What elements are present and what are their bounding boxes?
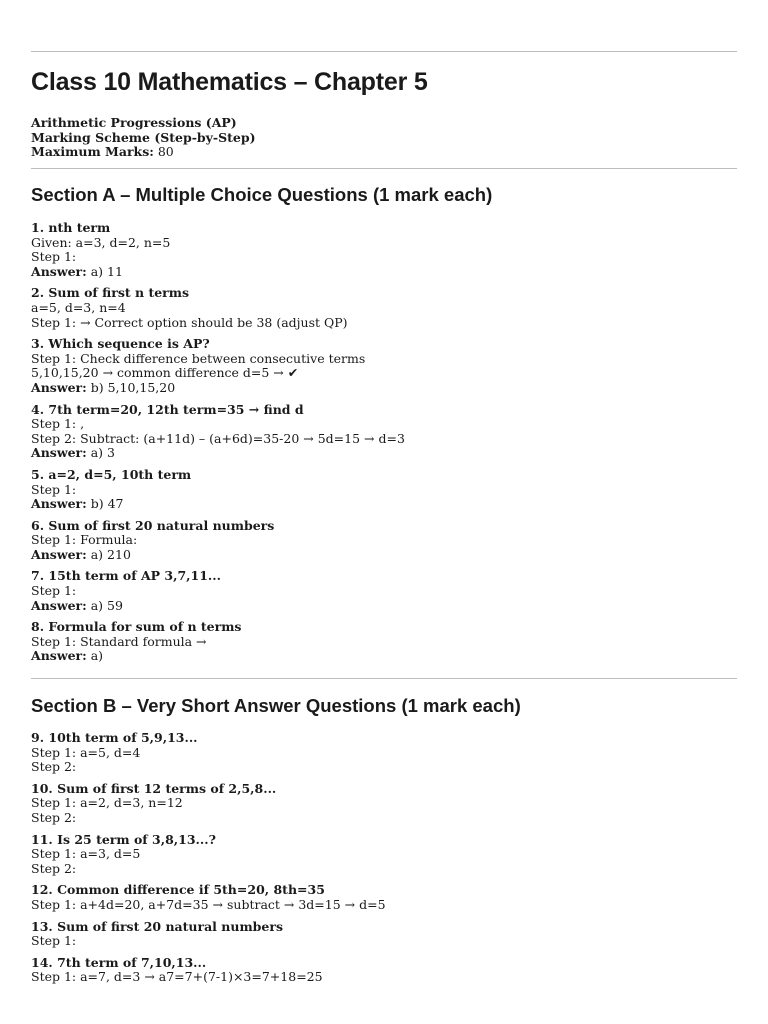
answer-value: b) 5,10,15,20	[90, 379, 176, 395]
question-line: Step 1: a=2, d=3, n=12	[31, 795, 183, 811]
answer-line	[31, 548, 737, 563]
question-title: 6. Sum of first 20 natural numbers	[31, 517, 275, 533]
question-title: 3. Which sequence is AP?	[31, 336, 210, 352]
answer-line	[31, 497, 737, 512]
answer-value: b) 47	[90, 496, 124, 512]
answer-label: Answer:	[31, 445, 87, 461]
answer-value: a) 11	[90, 263, 123, 279]
question-8	[31, 620, 737, 664]
section-b-title: Section B – Very Short Answer Questions (1 mark each)	[31, 695, 521, 716]
max-marks-value: 80	[157, 144, 174, 160]
question-1	[31, 221, 737, 279]
answer-line	[31, 649, 737, 664]
answer-label: Answer:	[31, 496, 87, 512]
answer-value: a) 210	[90, 546, 131, 562]
question-13	[31, 920, 737, 949]
question-title: 13. Sum of first 20 natural numbers	[31, 918, 283, 934]
question-line: Step 1:	[31, 481, 77, 497]
question-9	[31, 731, 737, 775]
question-title: 12. Common difference if 5th=20, 8th=35	[31, 882, 325, 898]
question-title: 7. 15th term of AP 3,7,11...	[31, 568, 221, 584]
question-line: Step 1: a=3, d=5	[31, 846, 141, 862]
question-line: a=5, d=3, n=4	[31, 299, 126, 315]
max-marks-label: Maximum Marks:	[31, 144, 154, 160]
answer-line	[31, 446, 737, 461]
subtitle-topic: Arithmetic Progressions (AP)	[31, 115, 237, 130]
question-11	[31, 833, 737, 877]
question-title: 5. a=2, d=5, 10th term	[31, 466, 192, 482]
question-4	[31, 403, 737, 461]
subtitle-scheme: Marking Scheme (Step-by-Step)	[31, 129, 256, 145]
answer-value: a) 59	[90, 597, 123, 613]
question-title: 1. nth term	[31, 220, 111, 235]
question-line: Step 1: ,	[31, 416, 85, 432]
section-a-questions	[31, 221, 737, 671]
section-a-title: Section A – Multiple Choice Questions (1 mark each)	[31, 184, 493, 205]
question-line: Step 1: Formula:	[31, 532, 138, 548]
question-title: 2. Sum of first n terms	[31, 285, 190, 301]
question-line: Step 2:	[31, 759, 77, 775]
answer-label: Answer:	[31, 597, 87, 613]
question-title: 14. 7th term of 7,10,13...	[31, 954, 207, 970]
question-line: 5,10,15,20 → common difference d=5 → ✔	[31, 365, 299, 381]
question-line: Given: a=3, d=2, n=5	[31, 234, 171, 250]
answer-label: Answer:	[31, 379, 87, 395]
answer-label: Answer:	[31, 263, 87, 279]
question-5	[31, 468, 737, 512]
answer-value: a)	[90, 648, 104, 664]
answer-line	[31, 599, 737, 614]
question-14	[31, 956, 737, 985]
document-meta	[31, 116, 256, 160]
answer-line	[31, 381, 737, 396]
section-b-questions	[31, 731, 737, 992]
answer-line	[31, 265, 737, 280]
answer-value: a) 3	[90, 445, 115, 461]
answer-label: Answer:	[31, 648, 87, 664]
question-10	[31, 782, 737, 826]
question-line: Step 1: Check difference between consecutive terms	[31, 350, 366, 366]
question-line: Step 2:	[31, 860, 77, 876]
question-2	[31, 286, 737, 330]
top-divider	[31, 51, 737, 52]
question-title: 10. Sum of first 12 terms of 2,5,8...	[31, 780, 277, 796]
question-line: Step 1: a+4d=20, a+7d=35 → subtract → 3d=15 → d=5	[31, 896, 386, 912]
question-line: Step 1:	[31, 249, 77, 265]
question-line: Step 1: → Correct option should be 38 (adjust QP)	[31, 314, 348, 330]
question-title: 11. Is 25 term of 3,8,13...?	[31, 831, 216, 847]
divider-before-section-a	[31, 168, 737, 169]
question-line: Step 2:	[31, 809, 77, 825]
answer-label: Answer:	[31, 546, 87, 562]
question-line: Step 2: Subtract: (a+11d) – (a+6d)=35-20 → 5d=15 → d=3	[31, 430, 405, 446]
question-line: Step 1:	[31, 933, 77, 949]
question-line: Step 1: a=7, d=3 → a7=7+(7-1)×3=7+18=25	[31, 969, 323, 985]
question-line: Step 1: a=5, d=4	[31, 744, 141, 760]
question-title: 9. 10th term of 5,9,13...	[31, 730, 198, 745]
divider-before-section-b	[31, 678, 737, 679]
question-line: Step 1: Standard formula →	[31, 633, 207, 649]
question-6	[31, 519, 737, 563]
question-7	[31, 569, 737, 613]
page-title: Class 10 Mathematics – Chapter 5	[31, 68, 428, 96]
question-title: 4. 7th term=20, 12th term=35 → find d	[31, 401, 304, 417]
question-12	[31, 883, 737, 912]
question-line: Step 1:	[31, 583, 77, 599]
question-3	[31, 337, 737, 395]
question-title: 8. Formula for sum of n terms	[31, 619, 242, 635]
